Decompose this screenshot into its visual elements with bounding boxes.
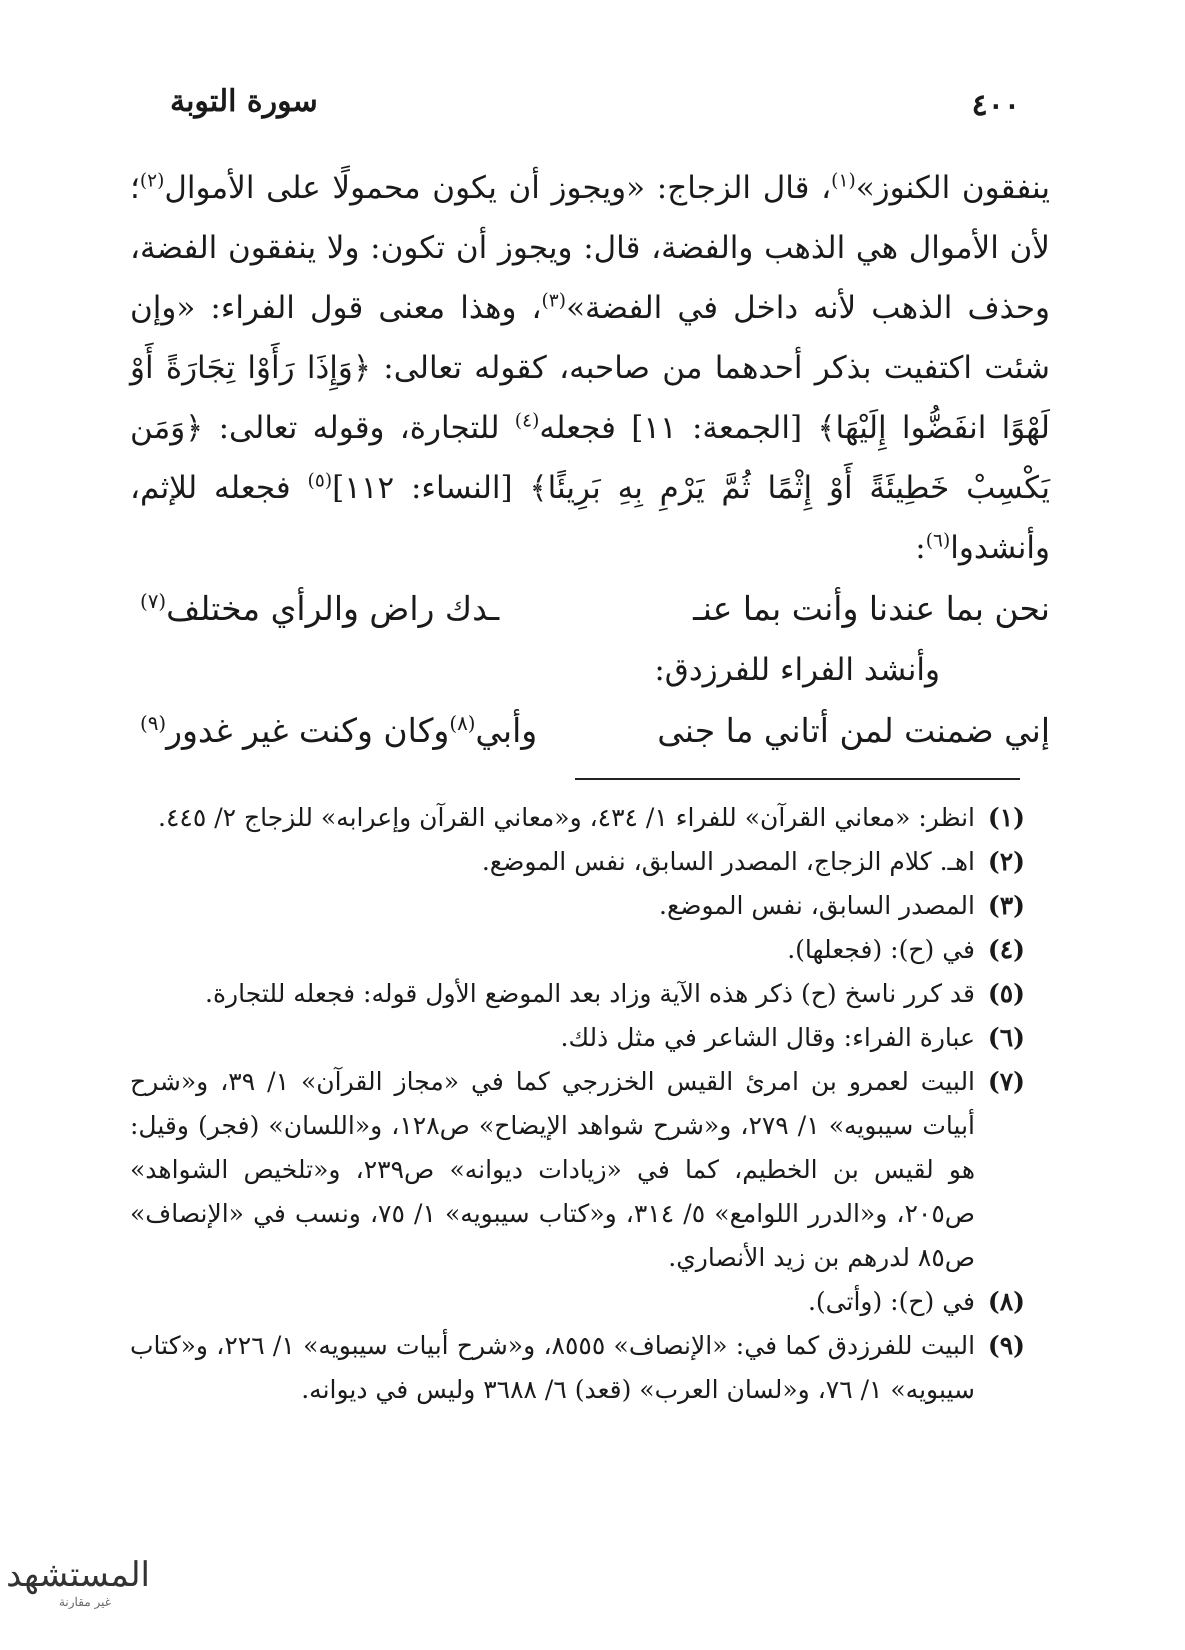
- verse-hemistich-right: نحن بما عندنا وأنت بما عنـ: [693, 589, 1050, 628]
- footnote-number: (٩): [987, 1331, 1025, 1360]
- footnote-divider: [575, 778, 1020, 780]
- text-run: وكان وكنت غير غدور: [166, 711, 450, 750]
- footnotes-section: [130, 796, 1025, 1412]
- running-title: سورة التوبة: [170, 84, 318, 119]
- text-run: :: [915, 530, 926, 566]
- footnote-item: [130, 1016, 1025, 1060]
- footnote-ref-7: (٧): [140, 590, 167, 613]
- paragraph-intro-verse: وأنشد الفراء للفرزدق:: [654, 652, 940, 688]
- main-text: [130, 158, 1050, 762]
- text-run: للتجارة، وقوله تعالى: ﴿وَمَن يَكْسِبْ خَطِيئَةً أَوْ إِثْمًا ثُمَّ يَرْمِ بِهِ بَرِيئًا﴾ [النساء: ١١٢]: [130, 410, 1050, 506]
- text-run: ؛ لأن الأموال هي الذهب والفضة، قال: ويجوز أن تكون: ولا ينفقون الفضة، وحذف الذهب لأنه داخل في الفضة»: [130, 170, 1050, 326]
- footnote-item: [130, 884, 1025, 928]
- footnote-number: (٢): [987, 847, 1025, 876]
- footnote-text: قد كرر ناسخ (ح) ذكر هذه الآية وزاد بعد الموضع الأول قوله: فجعله للتجارة.: [205, 979, 975, 1008]
- footnote-text: في (ح): (وأتى).: [807, 1287, 975, 1316]
- footnote-text: اهـ. كلام الزجاج، المصدر السابق، نفس الموضع.: [481, 847, 975, 876]
- footnote-item: [130, 928, 1025, 972]
- text-run: فجعله للإثم، وأنشدوا: [130, 470, 1050, 566]
- publisher-logo: [6, 1555, 150, 1625]
- footnote-item: [130, 1060, 1025, 1280]
- footnote-text: المصدر السابق، نفس الموضع.: [659, 891, 975, 920]
- poetry-verse-2: [130, 700, 1050, 762]
- footnote-ref-6: (٦): [925, 530, 951, 552]
- footnote-text: البيت للفرزدق كما في: «الإنصاف» ٨٥٥٥، و«شرح أبيات سيبويه» ١/ ٢٢٦، و«كتاب سيبويه» ١/ ٧٦، و«لسان العرب» (قعد) ٦/ ٣٦٨٨ وليس في ديوانه.: [130, 1331, 976, 1404]
- verse-hemistich-left: [140, 700, 537, 762]
- footnote-number: (٨): [987, 1287, 1025, 1316]
- footnote-item: [130, 1280, 1025, 1324]
- footnote-ref-2: (٢): [139, 170, 165, 192]
- verse-hemistich-right: إني ضمنت لمن أتاني ما جنى: [657, 711, 1050, 750]
- footnote-ref-9: (٩): [140, 712, 167, 735]
- footnote-number: (٧): [987, 1067, 1025, 1096]
- footnote-number: (١): [987, 803, 1025, 832]
- footnote-ref-1: (١): [831, 170, 856, 192]
- footnote-number: (٣): [987, 891, 1025, 920]
- footnote-item: [130, 1324, 1025, 1412]
- logo-text: المستشهد: [6, 1555, 150, 1595]
- text-run: ، قال الزجاج: «ويجوز أن يكون محمولًا على الأموال: [164, 170, 832, 206]
- text-run: وأبي: [475, 711, 538, 750]
- footnote-ref-8: (٨): [449, 712, 476, 735]
- footnote-ref-4: (٤): [514, 410, 540, 432]
- paragraph-commentary: [130, 158, 1050, 578]
- text-run: ـدك راض والرأي مختلف: [166, 589, 500, 628]
- poetry-verse-1: [130, 578, 1050, 640]
- footnote-text: عبارة الفراء: وقال الشاعر في مثل ذلك.: [560, 1023, 975, 1052]
- verse-hemistich-left: [140, 578, 499, 640]
- footnote-number: (٦): [987, 1023, 1025, 1052]
- footnote-number: (٥): [987, 979, 1025, 1008]
- footnote-text: في (ح): (فجعلها).: [787, 935, 975, 964]
- footnote-ref-5: (٥): [307, 470, 333, 492]
- footnote-item: [130, 796, 1025, 840]
- text-run: ينفقون الكنوز»: [855, 170, 1050, 206]
- footnote-text: البيت لعمرو بن امرئ القيس الخزرجي كما في «مجاز القرآن» ١/ ٣٩، و«شرح أبيات سيبويه» ١/ ٢٧٩، و«شرح شواهد الإيضاح» ص١٢٨، و«اللسان» (فجر) وقيل: هو لقيس بن الخطيم، كما في «زيادات ديوانه» ص٢٣٩، و«تلخيص الشواهد» ص٢٠٥، و«الدرر اللوامع» ٥/ ٣١٤، و«كتاب سيبويه» ١/ ٧٥، ونسب في «الإنصاف» ص٨٥ لدرهم بن زيد الأنصاري.: [130, 1067, 976, 1272]
- footnote-number: (٤): [987, 935, 1025, 964]
- footnote-text: انظر: «معاني القرآن» للفراء ١/ ٤٣٤، و«معاني القرآن وإعرابه» للزجاج ٢/ ٤٤٥.: [158, 803, 975, 832]
- footnote-item: [130, 972, 1025, 1016]
- page-header: [170, 78, 1020, 148]
- footnote-item: [130, 840, 1025, 884]
- text-run: ، وهذا معنى قول الفراء: «وإن شئت اكتفيت بذكر أحدهما من صاحبه، كقوله تعالى: ﴿وَإِذَا رَأَوْا تِجَارَةً أَوْ لَهْوًا انفَضُّوا إِلَيْهَا﴾ [الجمعة: ١١] فجعله: [130, 290, 1050, 446]
- page-number: ٤٠٠: [971, 88, 1020, 123]
- footnote-ref-3: (٣): [541, 290, 567, 312]
- logo-subtext: غير مقارنة: [58, 1595, 112, 1609]
